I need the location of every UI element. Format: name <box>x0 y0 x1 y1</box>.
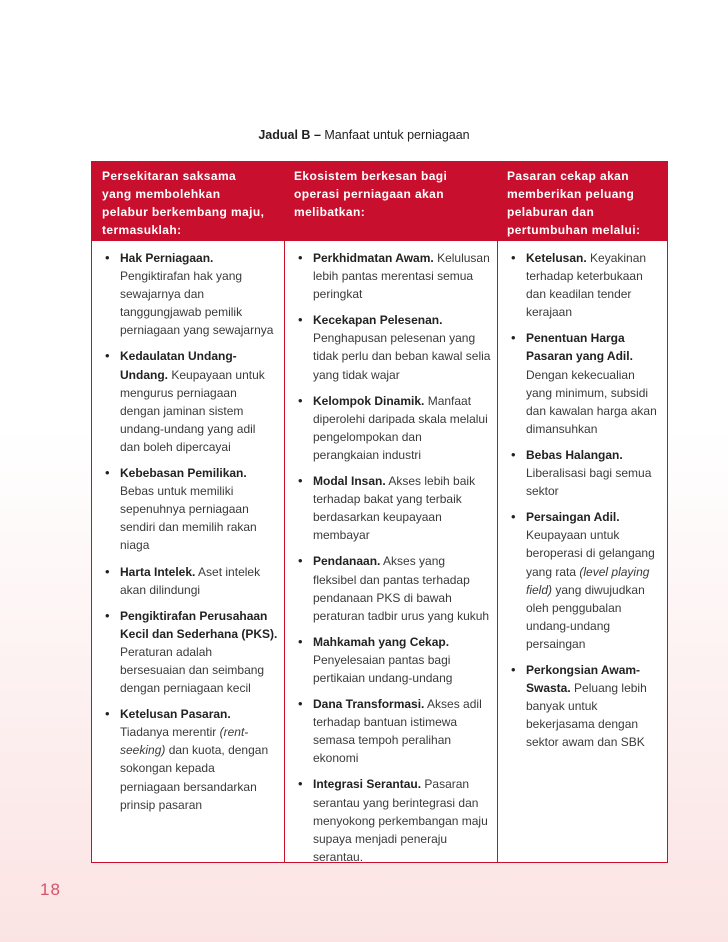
item-title: Dana Transformasi. <box>313 697 425 712</box>
item-body-italic: (level playing field) <box>526 564 650 597</box>
bullet-list <box>293 249 491 866</box>
item-title: Harta Intelek. <box>120 564 196 579</box>
item-title: Hak Perniagaan. <box>120 251 214 265</box>
item-body: Dengan kekecualian yang minimum, subsidi dan kawalan harga akan dimansuhkan <box>526 367 657 436</box>
item-body: Keupayaan untuk mengurus perniagaan dengan jaminan sistem undang-undang yang adil dan boleh dipercayai <box>120 367 265 454</box>
list-item <box>293 775 491 865</box>
item-title: Modal Insan. <box>313 474 386 489</box>
header-cell: Persekitaran saksama yang membolehkan pelabur berkembang maju, termasuklah: <box>102 169 265 237</box>
list-item <box>100 607 278 697</box>
list-item <box>506 329 661 438</box>
list-item <box>100 705 278 814</box>
item-body: Liberalisasi bagi semua sektor <box>526 466 652 499</box>
list-item <box>293 311 491 383</box>
item-title: Ketelusan Pasaran. <box>120 707 231 722</box>
bullet-list <box>100 249 278 814</box>
page-number: 18 <box>40 880 61 899</box>
list-item <box>506 508 661 653</box>
list-item <box>293 472 491 544</box>
item-body: Bebas untuk memiliki sepenuhnya perniagaan sendiri dan memilih rakan niaga <box>120 484 257 553</box>
item-title: Kecekapan Pelesenan. <box>313 313 443 328</box>
item-body: Aset intelek akan dilindungi <box>120 564 261 597</box>
table-column <box>497 241 667 862</box>
item-title: Penentuan Harga Pasaran yang Adil. <box>526 331 633 364</box>
item-body: Penyelesaian pantas bagi pertikaian undang-undang <box>313 652 453 685</box>
list-item <box>293 695 491 767</box>
item-body: Akses adil terhadap bantuan istimewa semasa tempoh peralihan ekonomi <box>313 697 482 766</box>
table-caption <box>0 128 728 142</box>
list-item <box>100 464 278 554</box>
list-item <box>293 249 491 303</box>
list-item <box>506 446 661 500</box>
item-body: yang diwujudkan oleh penggubalan undang-undang persaingan <box>526 582 645 651</box>
item-body: Pengiktirafan hak yang sewajarnya dan tanggungjawab pemilik perniagaan yang sewajarnya <box>120 269 274 338</box>
benefits-table <box>91 161 668 863</box>
item-title: Kelompok Dinamik. <box>313 393 425 408</box>
item-title: Pendanaan. <box>313 554 381 569</box>
item-title: Persaingan Adil. <box>526 510 620 525</box>
item-body: Peluang lebih banyak untuk bekerjasama dengan sektor awam dan SBK <box>526 681 647 750</box>
item-title: Perkhidmatan Awam. <box>313 251 434 265</box>
list-item <box>506 249 661 321</box>
item-body-italic: (rent-seeking) <box>120 725 249 758</box>
item-title: Kedaulatan Undang-Undang. <box>120 349 237 382</box>
table-header-row <box>92 161 667 241</box>
list-item <box>100 347 278 456</box>
caption-text: Manfaat untuk perniagaan <box>324 128 470 142</box>
item-body: Penghapusan pelesenan yang tidak perlu dan beban kawal selia yang tidak wajar <box>313 331 491 382</box>
item-title: Kebebasan Pemilikan. <box>120 466 247 481</box>
item-title: Bebas Halangan. <box>526 447 623 462</box>
item-body: Akses yang fleksibel dan pantas terhadap pendanaan PKS di bawah peraturan tadbir urus yang kukuh <box>313 554 490 623</box>
caption-label: Jadual B <box>258 128 311 142</box>
item-body: dan kuota, dengan sokongan kepada perniagaan bersandarkan prinsip pasaran <box>120 743 269 812</box>
list-item <box>100 249 278 339</box>
bullet-list <box>506 249 661 751</box>
header-cell: Pasaran cekap akan memberikan peluang pelaburan dan pertumbuhan melalui: <box>507 169 641 237</box>
list-item <box>293 633 491 687</box>
item-body: Kelulusan lebih pantas merentasi semua peringkat <box>313 251 490 302</box>
list-item <box>293 392 491 464</box>
item-title: Perkongsian Awam-Swasta. <box>526 662 641 696</box>
item-body: Peraturan adalah bersesuaian dan seimbang dengan perniagaan kecil <box>120 644 265 696</box>
item-title: Ketelusan. <box>526 251 587 265</box>
item-title: Pengiktirafan Perusahaan Kecil dan Sederhana (PKS). <box>120 608 278 641</box>
item-body: Akses lebih baik terhadap bakat yang terbaik berdasarkan keupayaan membayar <box>313 474 476 543</box>
caption-dash: – <box>313 128 321 142</box>
header-cell: Ekosistem berkesan bagi operasi perniagaan akan melibatkan: <box>294 169 448 219</box>
item-body: Keyakinan terhadap keterbukaan dan keadilan tender kerajaan <box>526 251 647 320</box>
item-body: Pasaran serantau yang berintegrasi dan menyokong perkembangan maju supaya menjadi peneraju serantau. <box>313 777 488 864</box>
list-item <box>100 563 278 599</box>
list-item <box>293 552 491 624</box>
table-column <box>284 241 497 862</box>
item-body: Tiadanya merentir <box>120 725 217 740</box>
table-column <box>92 241 284 862</box>
list-item <box>506 661 661 751</box>
item-body: Keupayaan untuk beroperasi di gelangang yang rata <box>526 528 655 579</box>
item-title: Integrasi Serantau. <box>313 777 422 792</box>
item-body: Manfaat diperolehi daripada skala melalui pengelompokan dan perangkaian industri <box>313 393 488 462</box>
item-title: Mahkamah yang Cekap. <box>313 634 450 649</box>
